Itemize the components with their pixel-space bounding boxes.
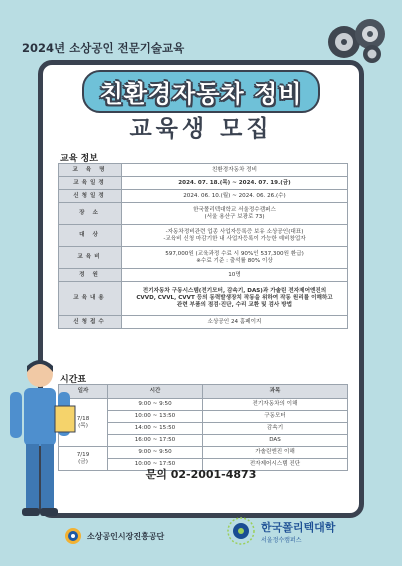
- schedule-time: 16:00 ~ 17:50: [108, 435, 203, 447]
- schedule-subject: 전기자동차의 이해: [203, 399, 348, 411]
- date-text: 7/18: [76, 415, 90, 422]
- info-value-line: 한국폴리텍대학교 서울정수캠퍼스: [193, 206, 276, 213]
- info-value-line: 전기자동차 구동시스템(전기모터, 감속기, DAS)과 가솔린 전자제어엔진의: [142, 288, 327, 295]
- polytech-campus-text: 서울정수캠퍼스: [261, 536, 302, 544]
- sbiz-logo-text: 소상공인시장진흥공단: [87, 531, 165, 541]
- info-value: [122, 282, 348, 316]
- polytech-logo-text: 한국폴리텍대학: [261, 520, 336, 534]
- sbiz-logo: [64, 527, 164, 545]
- info-value: [122, 247, 348, 269]
- info-key: 장 소: [59, 203, 122, 225]
- schedule-row: [59, 447, 348, 459]
- schedule-subject: 가솔린엔진 이해: [203, 447, 348, 459]
- info-value: [122, 225, 348, 247]
- info-value: 친환경자동차 정비: [122, 164, 348, 177]
- schedule-row: [59, 399, 348, 411]
- date-text: 7/19: [76, 451, 90, 458]
- schedule-subject: 전자제어시스템 진단: [203, 459, 348, 471]
- info-row: [59, 203, 348, 225]
- info-key: 교 육 명: [59, 164, 122, 177]
- schedule-subject: 감속기: [203, 423, 348, 435]
- schedule-header: 일자: [59, 385, 108, 399]
- info-key: 신청접수: [59, 316, 122, 329]
- info-row: [59, 177, 348, 190]
- info-value-line: -교육비 신청 마감기한 내 사업자등록이 가능한 예비창업자: [163, 235, 306, 242]
- headline-text: 친환경자동차 정비: [82, 70, 321, 113]
- schedule-time: 10:00 ~ 13:50: [108, 411, 203, 423]
- schedule-header: 과목: [203, 385, 348, 399]
- schedule-time: 10:00 ~ 17:50: [108, 459, 203, 471]
- info-key: 교육비: [59, 247, 122, 269]
- info-value-line: 597,000원 (교육과정 수료 시 90%인 537,300원 환급): [165, 250, 304, 257]
- info-table: [58, 163, 348, 329]
- info-key: 교육내용: [59, 282, 122, 316]
- info-row: [59, 247, 348, 269]
- polytech-logo: [226, 516, 335, 546]
- info-row: [59, 190, 348, 203]
- schedule-time: 9:00 ~ 9:50: [108, 399, 203, 411]
- info-value-line: 관련 부품의 점검·진단, 수리 교환 및 검사 방법: [176, 301, 293, 308]
- top-title: 2024년 소상공인 전문기술교육: [22, 41, 185, 55]
- info-key: 대 상: [59, 225, 122, 247]
- info-row: [59, 316, 348, 329]
- schedule-time: 9:00 ~ 9:50: [108, 447, 203, 459]
- weekday-text: (금): [78, 458, 88, 465]
- info-row: [59, 269, 348, 282]
- mechanic-illustration: [0, 352, 80, 524]
- info-value-line: -자동차정비관련 업종 사업자등록증 보유 소상공인(대표): [165, 228, 304, 235]
- schedule-header: 시간: [108, 385, 203, 399]
- polytech-logo-icon: [226, 516, 256, 546]
- info-value-line: ※수료 기준 : 출석률 80% 이상: [196, 257, 273, 264]
- weekday-text: (목): [78, 422, 88, 429]
- schedule-header-row: [59, 385, 348, 399]
- info-key: 교육일정: [59, 177, 122, 190]
- headline: [0, 70, 402, 113]
- contact-phone: 문의 02-2001-4873: [145, 468, 257, 481]
- info-value: [122, 203, 348, 225]
- info-value: 2024. 06. 10.(월) ~ 2024. 06. 26.(수): [122, 190, 348, 203]
- sbiz-logo-icon: [64, 527, 82, 545]
- info-row: [59, 225, 348, 247]
- schedule-subject: 구동모터: [203, 411, 348, 423]
- schedule-table: [58, 384, 348, 471]
- info-key: 신청일정: [59, 190, 122, 203]
- schedule-subject: DAS: [203, 435, 348, 447]
- info-key: 정 원: [59, 269, 122, 282]
- info-value: 소상공인 24 홈페이지: [122, 316, 348, 329]
- info-value: 2024. 07. 18.(목) ~ 2024. 07. 19.(금): [122, 177, 348, 190]
- subheadline: 교육생 모집: [129, 116, 273, 142]
- info-row: [59, 164, 348, 177]
- info-row: [59, 282, 348, 316]
- info-value-line: (서울 용산구 보광로 73): [204, 213, 265, 220]
- tires-illustration: [326, 16, 388, 64]
- info-value-line: CVVD, CVVL, CVVT 등의 동력발생장치 작동을 위하여 작동 원리를 이해하고: [136, 295, 333, 301]
- schedule-section-label: 시간표: [60, 375, 87, 385]
- info-section-label: 교육 정보: [60, 154, 98, 164]
- schedule-time: 14:00 ~ 15:50: [108, 423, 203, 435]
- info-value: 10명: [122, 269, 348, 282]
